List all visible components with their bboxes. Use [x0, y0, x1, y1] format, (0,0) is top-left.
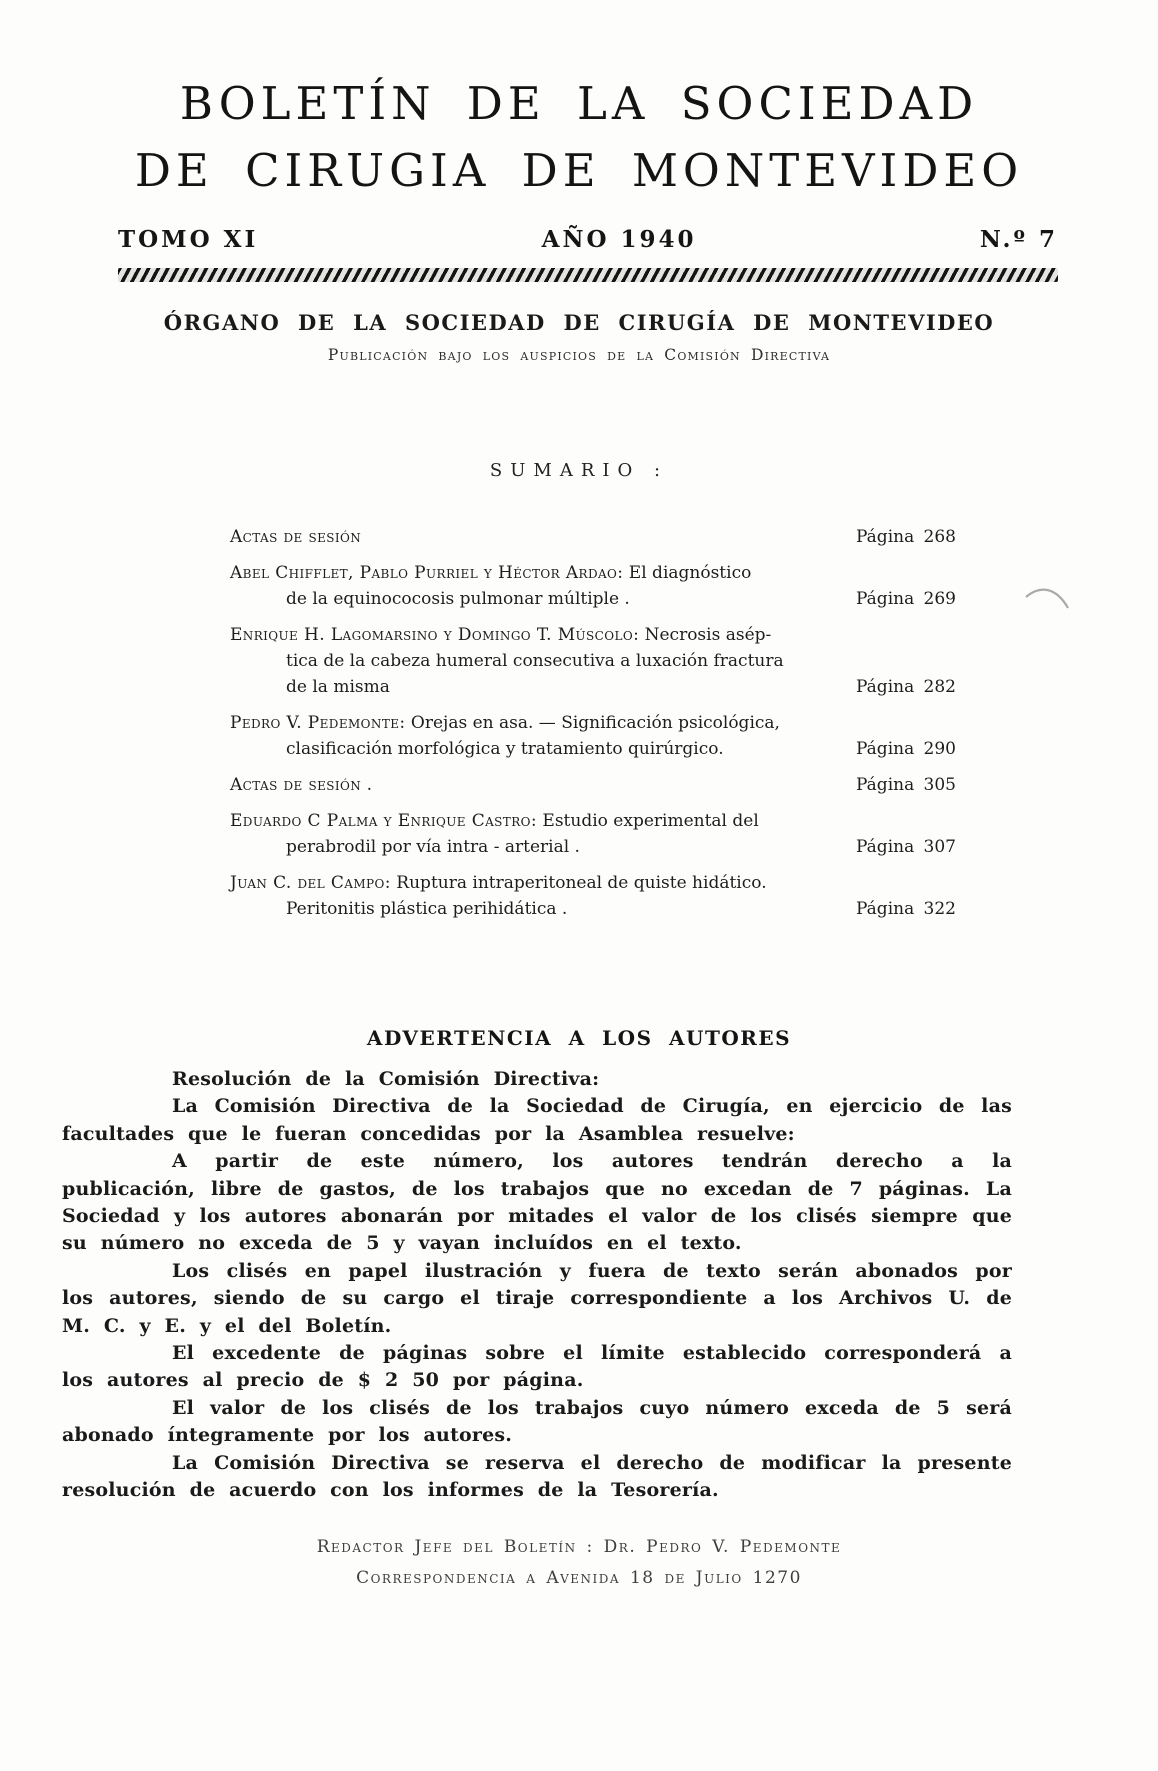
toc-page-ref: [856, 586, 956, 612]
advertencia-paragraph: Los clisés en papel ilustración y fuera de texto serán abonados por los autores, siendo de su cargo el tiraje correspondiente a los Archivos U. de M. C. y E. y el del Boletín.: [62, 1259, 1012, 1337]
toc-entry-title: El diagnóstico: [623, 563, 752, 583]
advertencia-paragraph: La Comisión Directiva de la Sociedad de Cirugía, en ejercicio de las facultades que le fueran concedidas por la Asamblea resuelve:: [62, 1095, 1012, 1145]
page-number: 282: [923, 677, 956, 697]
toc-entry-authors: Pedro V. Pedemonte:: [230, 713, 406, 733]
toc-entry-authors: Enrique H. Lagomarsino y Domingo T. Múscolo:: [230, 625, 640, 645]
toc-page-ref: [856, 772, 956, 798]
toc-entry-title: tica de la cabeza humeral consecutiva a luxación fractura: [286, 651, 784, 671]
toc-entry-title: perabrodil por vía intra - arterial .: [286, 837, 580, 857]
toc-entry-title: Peritonitis plástica perihidática .: [286, 899, 568, 919]
toc-entry-title: Estudio experimental del: [537, 811, 759, 831]
toc-entry-authors: Abel Chifflet, Pablo Purriel y Héctor Ardao:: [230, 563, 624, 583]
toc-entry-title: de la misma: [286, 677, 390, 697]
toc-entry-authors: Eduardo C Palma y Enrique Castro:: [230, 811, 538, 831]
page-label: Página: [856, 527, 915, 547]
page-label: Página: [856, 739, 915, 759]
toc-page-ref: [856, 896, 956, 922]
toc-entry: [230, 870, 956, 922]
toc-entry-authors: Actas de sesión: [230, 527, 362, 547]
volume-row: [118, 226, 1058, 253]
table-of-contents: [230, 524, 956, 932]
toc-entry-title: clasificación morfológica y tratamiento quirúrgico.: [286, 739, 724, 759]
toc-entry-title: Orejas en asa. — Significación psicológica,: [405, 713, 780, 733]
tomo-label: TOMO XI: [118, 226, 259, 253]
page-number: 305: [923, 775, 956, 795]
journal-title: [0, 70, 1158, 204]
toc-page-ref: [856, 834, 956, 860]
toc-page-ref: [856, 736, 956, 762]
page-label: Página: [856, 899, 915, 919]
toc-entry: [230, 808, 956, 860]
advertencia-paragraph: El valor de los clisés de los trabajos cuyo número exceda de 5 será abonado íntegramente por los autores.: [62, 1396, 1012, 1447]
page-label: Página: [856, 677, 915, 697]
year-label: AÑO 1940: [541, 226, 697, 253]
toc-entry: [230, 772, 956, 798]
footer: [0, 1532, 1158, 1594]
toc-entry: [230, 560, 956, 612]
toc-entry: [230, 622, 956, 700]
toc-entry-authors: Juan C. del Campo:: [230, 873, 391, 893]
advertencia-heading: ADVERTENCIA A LOS AUTORES: [366, 1026, 792, 1050]
footer-address-line: Correspondencia a Avenida 18 de Julio 1270: [356, 1568, 802, 1588]
toc-entry-title: .: [361, 775, 372, 795]
toc-page-ref: [856, 674, 956, 700]
advertencia-paragraph: La Comisión Directiva se reserva el derecho de modificar la presente resolución de acuerdo con los informes de la Tesorería.: [62, 1451, 1012, 1502]
page-number: 322: [923, 899, 956, 919]
toc-entry-title: Necrosis asép-: [639, 625, 772, 645]
toc-entry-authors: Actas de sesión: [230, 775, 362, 795]
sumario-heading: SUMARIO :: [489, 460, 669, 481]
advertencia-paragraph: El excedente de páginas sobre el límite establecido corresponderá a los autores al precio de $ 2 50 por página.: [62, 1342, 1012, 1392]
page-number: 268: [923, 527, 956, 547]
toc-entry: [230, 710, 956, 762]
page-label: Página: [856, 837, 915, 857]
pen-mark: [1020, 580, 1084, 624]
toc-entry-title: Ruptura intraperitoneal de quiste hidático.: [390, 873, 767, 893]
page-label: Página: [856, 775, 915, 795]
advertencia-paragraph: A partir de este número, los autores tendrán derecho a la publicación, libre de gastos, de los trabajos que no excedan de 7 páginas. La Sociedad y los autores abonarán por mitades el valor de los clisés siempre que su número no exceda de 5 y vayan incluídos en el texto.: [62, 1150, 1012, 1255]
organo-subtitle: ÓRGANO DE LA SOCIEDAD DE CIRUGÍA DE MONTEVIDEO: [163, 310, 995, 335]
toc-entry: [230, 524, 956, 550]
footer-editor-line: Redactor Jefe del Boletín : Dr. Pedro V. Pedemonte: [316, 1537, 842, 1557]
advertencia-paragraph: Resolución de la Comisión Directiva:: [172, 1068, 600, 1090]
auspicios-subtitle: Publicación bajo los auspicios de la Comisión Directiva: [327, 346, 831, 364]
page-label: Página: [856, 589, 915, 609]
journal-title-line2: DE CIRUGIA DE MONTEVIDEO: [134, 144, 1024, 197]
journal-title-line1: BOLETÍN DE LA SOCIEDAD: [179, 77, 979, 130]
toc-entry-title: de la equinococosis pulmonar múltiple .: [286, 589, 630, 609]
advertencia-body: [62, 1066, 1012, 1505]
page-number: 290: [923, 739, 956, 759]
page-number: 307: [923, 837, 956, 857]
zigzag-rule-divider: [118, 268, 1058, 282]
issue-number-label: N.º 7: [979, 226, 1058, 253]
page-number: 269: [923, 589, 956, 609]
toc-page-ref: [856, 524, 956, 550]
